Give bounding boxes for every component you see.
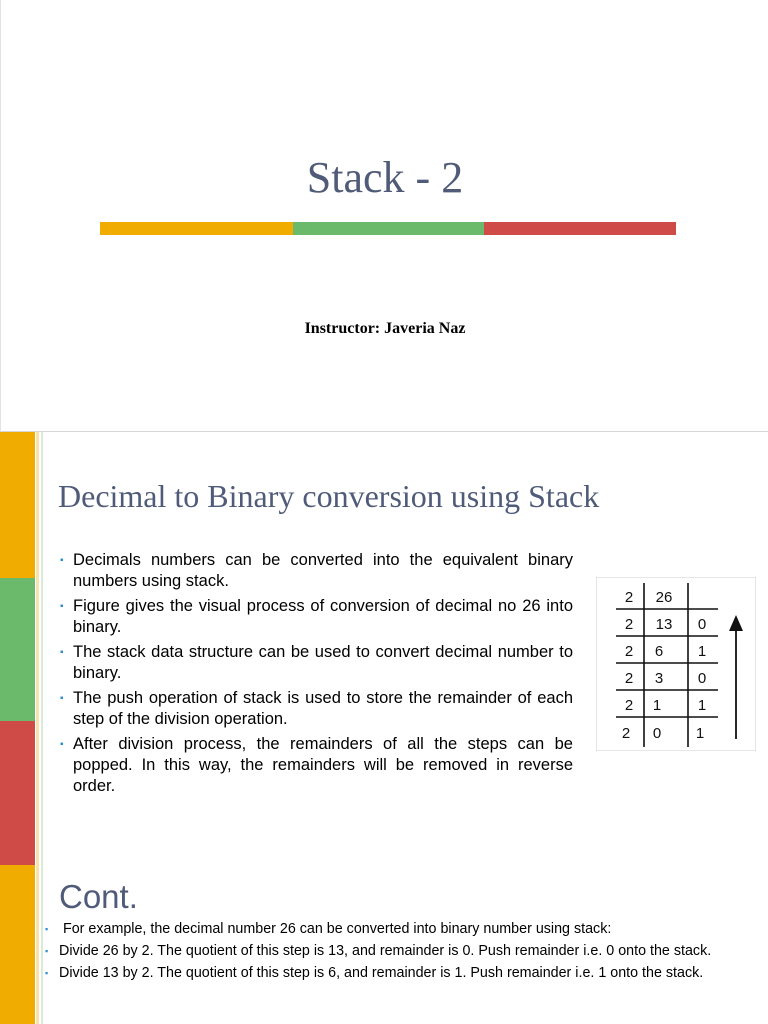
bullet-list: [58, 550, 573, 801]
list-item: ▪ The push operation of stack is used to store the remainder of each step of the division operation.: [60, 689, 573, 728]
title-bar-green: [293, 222, 484, 235]
quotient-cell: 6: [654, 643, 664, 660]
divisor-cell: 2: [624, 616, 634, 633]
divisor-cell: 2: [624, 589, 634, 606]
slide-heading: Cont.: [59, 878, 138, 915]
side-strip-orange: [0, 865, 35, 1024]
side-divider-inner: [41, 432, 43, 865]
bullet-square-icon: ▪: [60, 647, 64, 658]
bullet-square-icon: ▪: [45, 946, 49, 956]
bullet-square-icon: ▪: [60, 601, 64, 612]
divisor-cell: 2: [624, 670, 634, 687]
figure-frame: [596, 577, 756, 751]
side-strip-green: [0, 578, 35, 721]
title-slide: [0, 0, 768, 432]
instructor-label: Instructor: Javeria Naz: [304, 320, 466, 337]
list-item: ▪ After division process, the remainders of all the steps can be popped. In this way, the remainders will be removed in reverse order.: [60, 735, 573, 795]
title-bar-red: [484, 222, 676, 235]
bullet-square-icon: ▪: [60, 555, 64, 566]
remainder-cell: 1: [697, 697, 707, 714]
bullet-square-icon: ▪: [45, 968, 49, 978]
side-strip-red: [0, 721, 35, 865]
slide-title: Stack - 2: [306, 153, 464, 202]
list-item: ▪ Decimals numbers can be converted into the equivalent binary numbers using stack.: [60, 551, 573, 590]
quotient-cell: 0: [652, 725, 662, 742]
list-item: ▪ Divide 26 by 2. The quotient of this step is 13, and remainder is 0. Push remainder i.e. 0 onto the stack.: [45, 943, 712, 959]
bullet-list: [45, 921, 760, 987]
quotient-cell: 3: [654, 670, 664, 687]
bullet-square-icon: ▪: [60, 693, 64, 704]
quotient-cell: 13: [655, 616, 673, 633]
remainder-cell: 0: [697, 616, 707, 633]
side-divider: [36, 865, 39, 1024]
list-item: ▪ The stack data structure can be used to convert decimal number to binary.: [60, 643, 573, 682]
division-figure: [596, 577, 756, 751]
side-divider-inner: [41, 865, 43, 1024]
divisor-cell: 2: [624, 643, 634, 660]
remainder-cell: 1: [695, 725, 705, 742]
slide-heading: Decimal to Binary conversion using Stack: [58, 478, 600, 514]
title-bar-orange: [100, 222, 293, 235]
division-table-svg: [596, 577, 756, 751]
list-item: ▪ Figure gives the visual process of conversion of decimal no 26 into binary.: [60, 597, 573, 636]
list-item: ▪ Divide 13 by 2. The quotient of this step is 6, and remainder is 1. Push remainder i.e. 1 onto the stack.: [45, 965, 704, 981]
list-item: ▪ For example, the decimal number 26 can be converted into binary number using stack:: [45, 921, 612, 937]
remainder-cell: 0: [697, 670, 707, 687]
remainder-cell: 1: [697, 643, 707, 660]
bullet-square-icon: ▪: [45, 924, 49, 934]
side-strip-orange: [0, 432, 35, 578]
side-divider: [36, 432, 39, 865]
divisor-cell: 2: [624, 697, 634, 714]
divisor-cell: 2: [621, 725, 631, 742]
quotient-cell: 26: [655, 589, 673, 606]
bullet-square-icon: ▪: [60, 739, 64, 750]
quotient-cell: 1: [652, 697, 662, 714]
